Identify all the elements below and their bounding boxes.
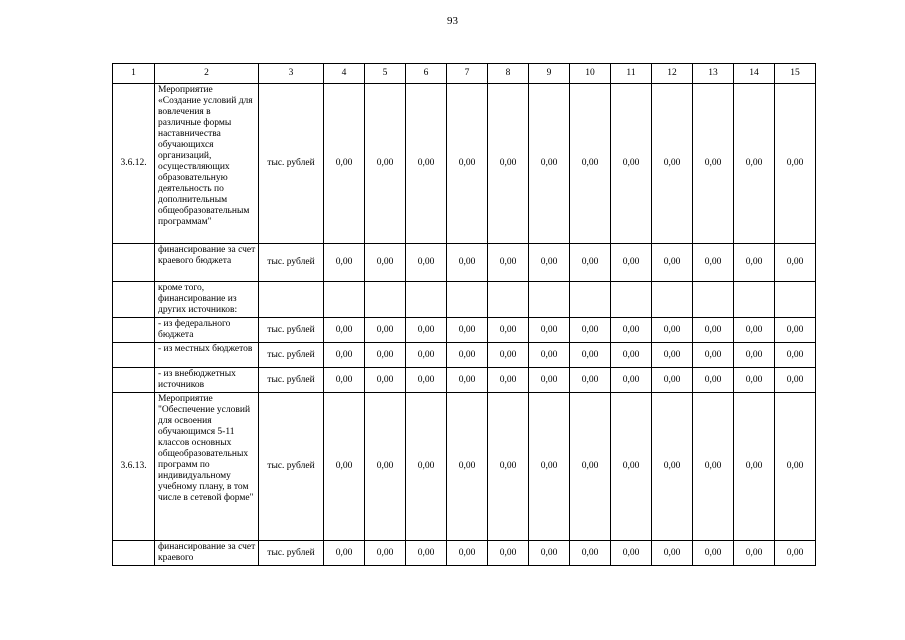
page-number: 93 xyxy=(447,15,458,27)
value-cell xyxy=(406,282,447,318)
table-header-row xyxy=(113,64,816,84)
value-cell: 0,00 xyxy=(693,84,734,244)
value-cell xyxy=(447,282,488,318)
value-cell xyxy=(529,282,570,318)
row-name: Мероприятие «Создание условий для вовлечения в различные формы наставничества обучающихся организаций, осуществляющих образовательную деятельность по дополнительным общеобразовательным программам" xyxy=(155,84,259,244)
value-cell: 0,00 xyxy=(324,368,365,393)
value-cell: 0,00 xyxy=(365,343,406,368)
row-unit: тыс. рублей xyxy=(259,244,324,282)
value-cell: 0,00 xyxy=(611,318,652,343)
column-header: 10 xyxy=(570,64,611,84)
value-cell: 0,00 xyxy=(570,541,611,566)
column-header: 7 xyxy=(447,64,488,84)
value-cell: 0,00 xyxy=(365,368,406,393)
value-cell: 0,00 xyxy=(365,318,406,343)
value-cell: 0,00 xyxy=(734,244,775,282)
value-cell: 0,00 xyxy=(324,343,365,368)
row-name: финансирование за счет краевого бюджета xyxy=(155,244,259,282)
value-cell: 0,00 xyxy=(529,343,570,368)
value-cell: 0,00 xyxy=(406,343,447,368)
column-header: 3 xyxy=(259,64,324,84)
table-row xyxy=(113,244,816,282)
row-number xyxy=(113,282,155,318)
value-cell: 0,00 xyxy=(693,343,734,368)
value-cell: 0,00 xyxy=(406,244,447,282)
column-header: 12 xyxy=(652,64,693,84)
row-name: финансирование за счет краевого xyxy=(155,541,259,566)
value-cell: 0,00 xyxy=(406,84,447,244)
row-name: - из внебюджетных источников xyxy=(155,368,259,393)
value-cell: 0,00 xyxy=(488,541,529,566)
value-cell: 0,00 xyxy=(324,318,365,343)
column-header: 2 xyxy=(155,64,259,84)
value-cell: 0,00 xyxy=(775,393,816,541)
column-header: 5 xyxy=(365,64,406,84)
table-row xyxy=(113,541,816,566)
table-row xyxy=(113,368,816,393)
value-cell xyxy=(734,282,775,318)
value-cell: 0,00 xyxy=(775,244,816,282)
budget-table xyxy=(112,63,816,566)
value-cell xyxy=(488,282,529,318)
value-cell: 0,00 xyxy=(775,343,816,368)
row-number xyxy=(113,368,155,393)
value-cell: 0,00 xyxy=(775,84,816,244)
value-cell: 0,00 xyxy=(652,244,693,282)
value-cell: 0,00 xyxy=(611,244,652,282)
value-cell: 0,00 xyxy=(488,244,529,282)
value-cell: 0,00 xyxy=(734,393,775,541)
value-cell: 0,00 xyxy=(324,393,365,541)
row-name: кроме того, финансирование из других источников: xyxy=(155,282,259,318)
column-header: 9 xyxy=(529,64,570,84)
row-number xyxy=(113,318,155,343)
value-cell: 0,00 xyxy=(529,84,570,244)
value-cell: 0,00 xyxy=(611,343,652,368)
column-header: 14 xyxy=(734,64,775,84)
row-name: - из местных бюджетов xyxy=(155,343,259,368)
table-row xyxy=(113,318,816,343)
value-cell: 0,00 xyxy=(611,541,652,566)
value-cell: 0,00 xyxy=(529,244,570,282)
value-cell: 0,00 xyxy=(693,244,734,282)
value-cell: 0,00 xyxy=(447,541,488,566)
value-cell xyxy=(775,282,816,318)
value-cell: 0,00 xyxy=(570,84,611,244)
value-cell: 0,00 xyxy=(611,393,652,541)
value-cell: 0,00 xyxy=(406,541,447,566)
value-cell: 0,00 xyxy=(447,318,488,343)
column-header: 4 xyxy=(324,64,365,84)
value-cell: 0,00 xyxy=(488,84,529,244)
table-row xyxy=(113,84,816,244)
value-cell: 0,00 xyxy=(365,84,406,244)
value-cell xyxy=(324,282,365,318)
value-cell: 0,00 xyxy=(365,244,406,282)
value-cell: 0,00 xyxy=(652,368,693,393)
value-cell: 0,00 xyxy=(734,343,775,368)
value-cell: 0,00 xyxy=(447,368,488,393)
value-cell: 0,00 xyxy=(570,343,611,368)
row-number: 3.6.12. xyxy=(113,84,155,244)
value-cell: 0,00 xyxy=(652,84,693,244)
value-cell: 0,00 xyxy=(652,541,693,566)
value-cell xyxy=(570,282,611,318)
value-cell: 0,00 xyxy=(365,393,406,541)
value-cell: 0,00 xyxy=(529,318,570,343)
row-name: Мероприятие "Обеспечение условий для освоения обучающимся 5-11 классов основных общеобразовательных программ по индивидуальному учебному плану, в том числе в сетевой форме" xyxy=(155,393,259,541)
table-row xyxy=(113,393,816,541)
value-cell: 0,00 xyxy=(652,318,693,343)
column-header: 1 xyxy=(113,64,155,84)
row-unit: тыс. рублей xyxy=(259,84,324,244)
value-cell: 0,00 xyxy=(652,393,693,541)
value-cell xyxy=(365,282,406,318)
value-cell: 0,00 xyxy=(447,244,488,282)
value-cell: 0,00 xyxy=(611,368,652,393)
value-cell: 0,00 xyxy=(488,393,529,541)
value-cell: 0,00 xyxy=(570,393,611,541)
row-number xyxy=(113,343,155,368)
value-cell: 0,00 xyxy=(570,368,611,393)
value-cell: 0,00 xyxy=(406,368,447,393)
value-cell: 0,00 xyxy=(365,541,406,566)
value-cell: 0,00 xyxy=(324,84,365,244)
value-cell: 0,00 xyxy=(734,84,775,244)
column-header: 6 xyxy=(406,64,447,84)
table-row xyxy=(113,343,816,368)
row-unit xyxy=(259,282,324,318)
row-unit: тыс. рублей xyxy=(259,541,324,566)
row-unit: тыс. рублей xyxy=(259,343,324,368)
value-cell: 0,00 xyxy=(447,84,488,244)
value-cell: 0,00 xyxy=(734,318,775,343)
value-cell: 0,00 xyxy=(406,318,447,343)
column-header: 11 xyxy=(611,64,652,84)
value-cell: 0,00 xyxy=(775,318,816,343)
value-cell: 0,00 xyxy=(570,318,611,343)
column-header: 15 xyxy=(775,64,816,84)
value-cell: 0,00 xyxy=(529,541,570,566)
value-cell xyxy=(611,282,652,318)
value-cell: 0,00 xyxy=(693,368,734,393)
value-cell xyxy=(652,282,693,318)
value-cell: 0,00 xyxy=(693,393,734,541)
value-cell: 0,00 xyxy=(734,368,775,393)
row-unit: тыс. рублей xyxy=(259,393,324,541)
value-cell: 0,00 xyxy=(488,343,529,368)
row-number xyxy=(113,541,155,566)
row-unit: тыс. рублей xyxy=(259,318,324,343)
row-unit: тыс. рублей xyxy=(259,368,324,393)
value-cell: 0,00 xyxy=(775,368,816,393)
value-cell: 0,00 xyxy=(693,541,734,566)
value-cell: 0,00 xyxy=(529,368,570,393)
table-row xyxy=(113,282,816,318)
value-cell: 0,00 xyxy=(570,244,611,282)
value-cell: 0,00 xyxy=(529,393,570,541)
value-cell: 0,00 xyxy=(652,343,693,368)
column-header: 8 xyxy=(488,64,529,84)
row-number: 3.6.13. xyxy=(113,393,155,541)
value-cell: 0,00 xyxy=(488,318,529,343)
value-cell: 0,00 xyxy=(447,393,488,541)
value-cell: 0,00 xyxy=(693,318,734,343)
row-name: - из федерального бюджета xyxy=(155,318,259,343)
value-cell: 0,00 xyxy=(406,393,447,541)
value-cell: 0,00 xyxy=(734,541,775,566)
value-cell: 0,00 xyxy=(488,368,529,393)
value-cell: 0,00 xyxy=(324,541,365,566)
value-cell xyxy=(693,282,734,318)
value-cell: 0,00 xyxy=(324,244,365,282)
value-cell: 0,00 xyxy=(611,84,652,244)
value-cell: 0,00 xyxy=(447,343,488,368)
value-cell: 0,00 xyxy=(775,541,816,566)
row-number xyxy=(113,244,155,282)
column-header: 13 xyxy=(693,64,734,84)
